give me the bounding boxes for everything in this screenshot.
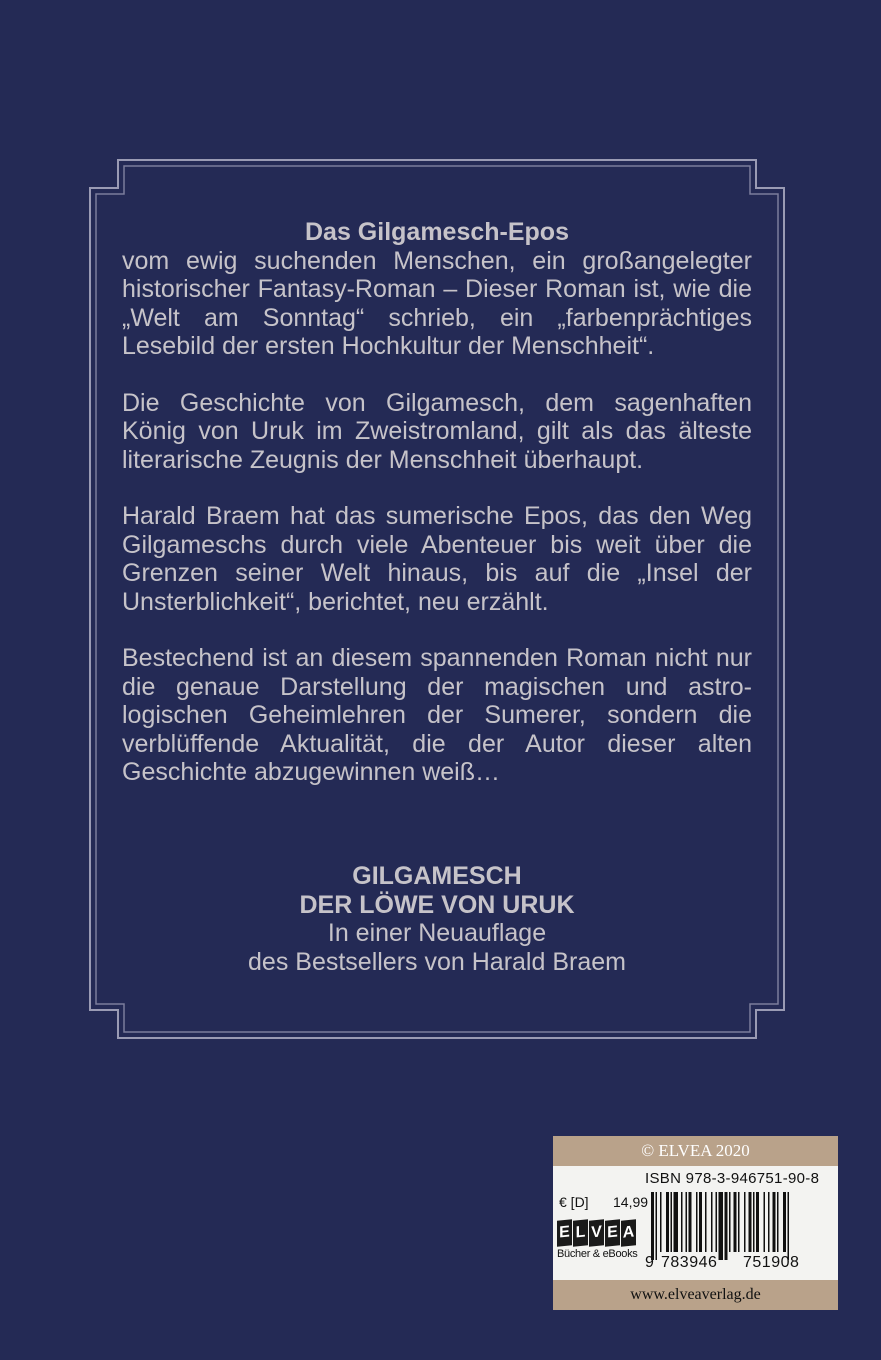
barcode-bar — [738, 1192, 740, 1252]
barcode-bar — [666, 1192, 669, 1252]
barcode-bar — [674, 1192, 679, 1252]
barcode-bar — [719, 1192, 724, 1260]
barcode-bar — [671, 1192, 673, 1252]
barcode-bar — [711, 1192, 713, 1252]
copyright-band: © ELVEA 2020 — [553, 1136, 838, 1166]
isbn-text: ISBN 978-3-946751-90-8 — [645, 1170, 820, 1187]
blurb-title: Das Gilgamesch-Epos — [305, 218, 569, 246]
barcode-label — [553, 1136, 838, 1310]
barcode-bar — [768, 1192, 770, 1252]
blurb-paragraph-4: Bestechend ist an diesem spannenden Roman nicht nur die genaue Darstellung der magischen und astrologischen Geheimlehren der Sumerer, sondern die verblüffende Aktualität, die der Autor dieser alten Geschichte abzugewinnen weiß… — [122, 644, 752, 786]
blurb-text — [122, 218, 752, 815]
barcode-bar — [689, 1192, 692, 1252]
barcode-bar — [749, 1192, 752, 1252]
barcode-bar — [696, 1192, 698, 1252]
book-title: GILGAMESCH — [352, 862, 522, 890]
logo-letter: E — [557, 1219, 572, 1247]
author-note: des Bestsellers von Harald Braem — [248, 947, 626, 976]
barcode-bar — [686, 1192, 688, 1252]
logo-letters — [557, 1220, 639, 1246]
logo-subtitle: Bücher & eBooks — [557, 1248, 638, 1260]
price-label: € [D] — [559, 1194, 589, 1210]
barcode-bar — [660, 1192, 662, 1252]
barcode-bar — [756, 1192, 759, 1252]
barcode-bar — [753, 1192, 755, 1252]
barcode-digits-left: 783946 — [661, 1254, 718, 1271]
barcode-bar — [716, 1192, 718, 1252]
barcode-bar — [744, 1192, 746, 1252]
barcode-bar — [777, 1192, 779, 1252]
barcode-bar — [656, 1192, 658, 1260]
barcode-bar — [773, 1192, 776, 1252]
book-subtitle: DER LÖWE VON URUK — [299, 890, 575, 919]
barcode-bar — [734, 1192, 737, 1252]
blurb-paragraph-2: Die Geschichte von Gilgamesch, dem sagenhaften König von Uruk im Zweistromland, gilt als das älteste literarische Zeugnis der Menschheit überhaupt. — [122, 388, 752, 474]
barcode-bar — [681, 1192, 683, 1252]
barcode-bar — [651, 1192, 654, 1260]
logo-letter: E — [605, 1219, 620, 1247]
elvea-logo — [557, 1220, 639, 1264]
barcode-bar — [725, 1192, 728, 1260]
blurb-paragraph-3: Harald Braem hat das sumerische Epos, das den Weg Gilgameschs durch viele Abenteuer bis weit über die Grenzen seiner Welt hinaus, bis auf die „Insel der Unsterblichkeit“, berichtet, neu erzählt. — [122, 502, 752, 616]
barcode-bar — [764, 1192, 766, 1252]
logo-letter: L — [573, 1219, 588, 1247]
price-value: 14,99 — [613, 1194, 649, 1210]
barcode-bar — [729, 1192, 731, 1252]
barcode-bar — [699, 1192, 702, 1252]
barcode-bar — [783, 1192, 786, 1252]
blurb-paragraph-1: vom ewig suchenden Menschen, ein großangelegter historischer Fantasy-Roman – Dieser Roman ist, wie die „Welt am Sonntag“ schrieb, ein „farbenprächtiges Lesebild der ersten Hochkultur der Menschheit“. — [122, 246, 752, 360]
barcode-bar — [705, 1192, 707, 1252]
barcode-digits-right: 751908 — [743, 1254, 800, 1271]
logo-letter: V — [589, 1219, 604, 1247]
closing-block — [122, 862, 752, 976]
logo-letter: A — [621, 1219, 636, 1247]
barcode-digit-first: 9 — [645, 1254, 655, 1271]
website-band: www.elveaverlag.de — [553, 1280, 838, 1310]
edition-note: In einer Neuauflage — [327, 919, 547, 947]
barcode-bar — [788, 1192, 790, 1260]
